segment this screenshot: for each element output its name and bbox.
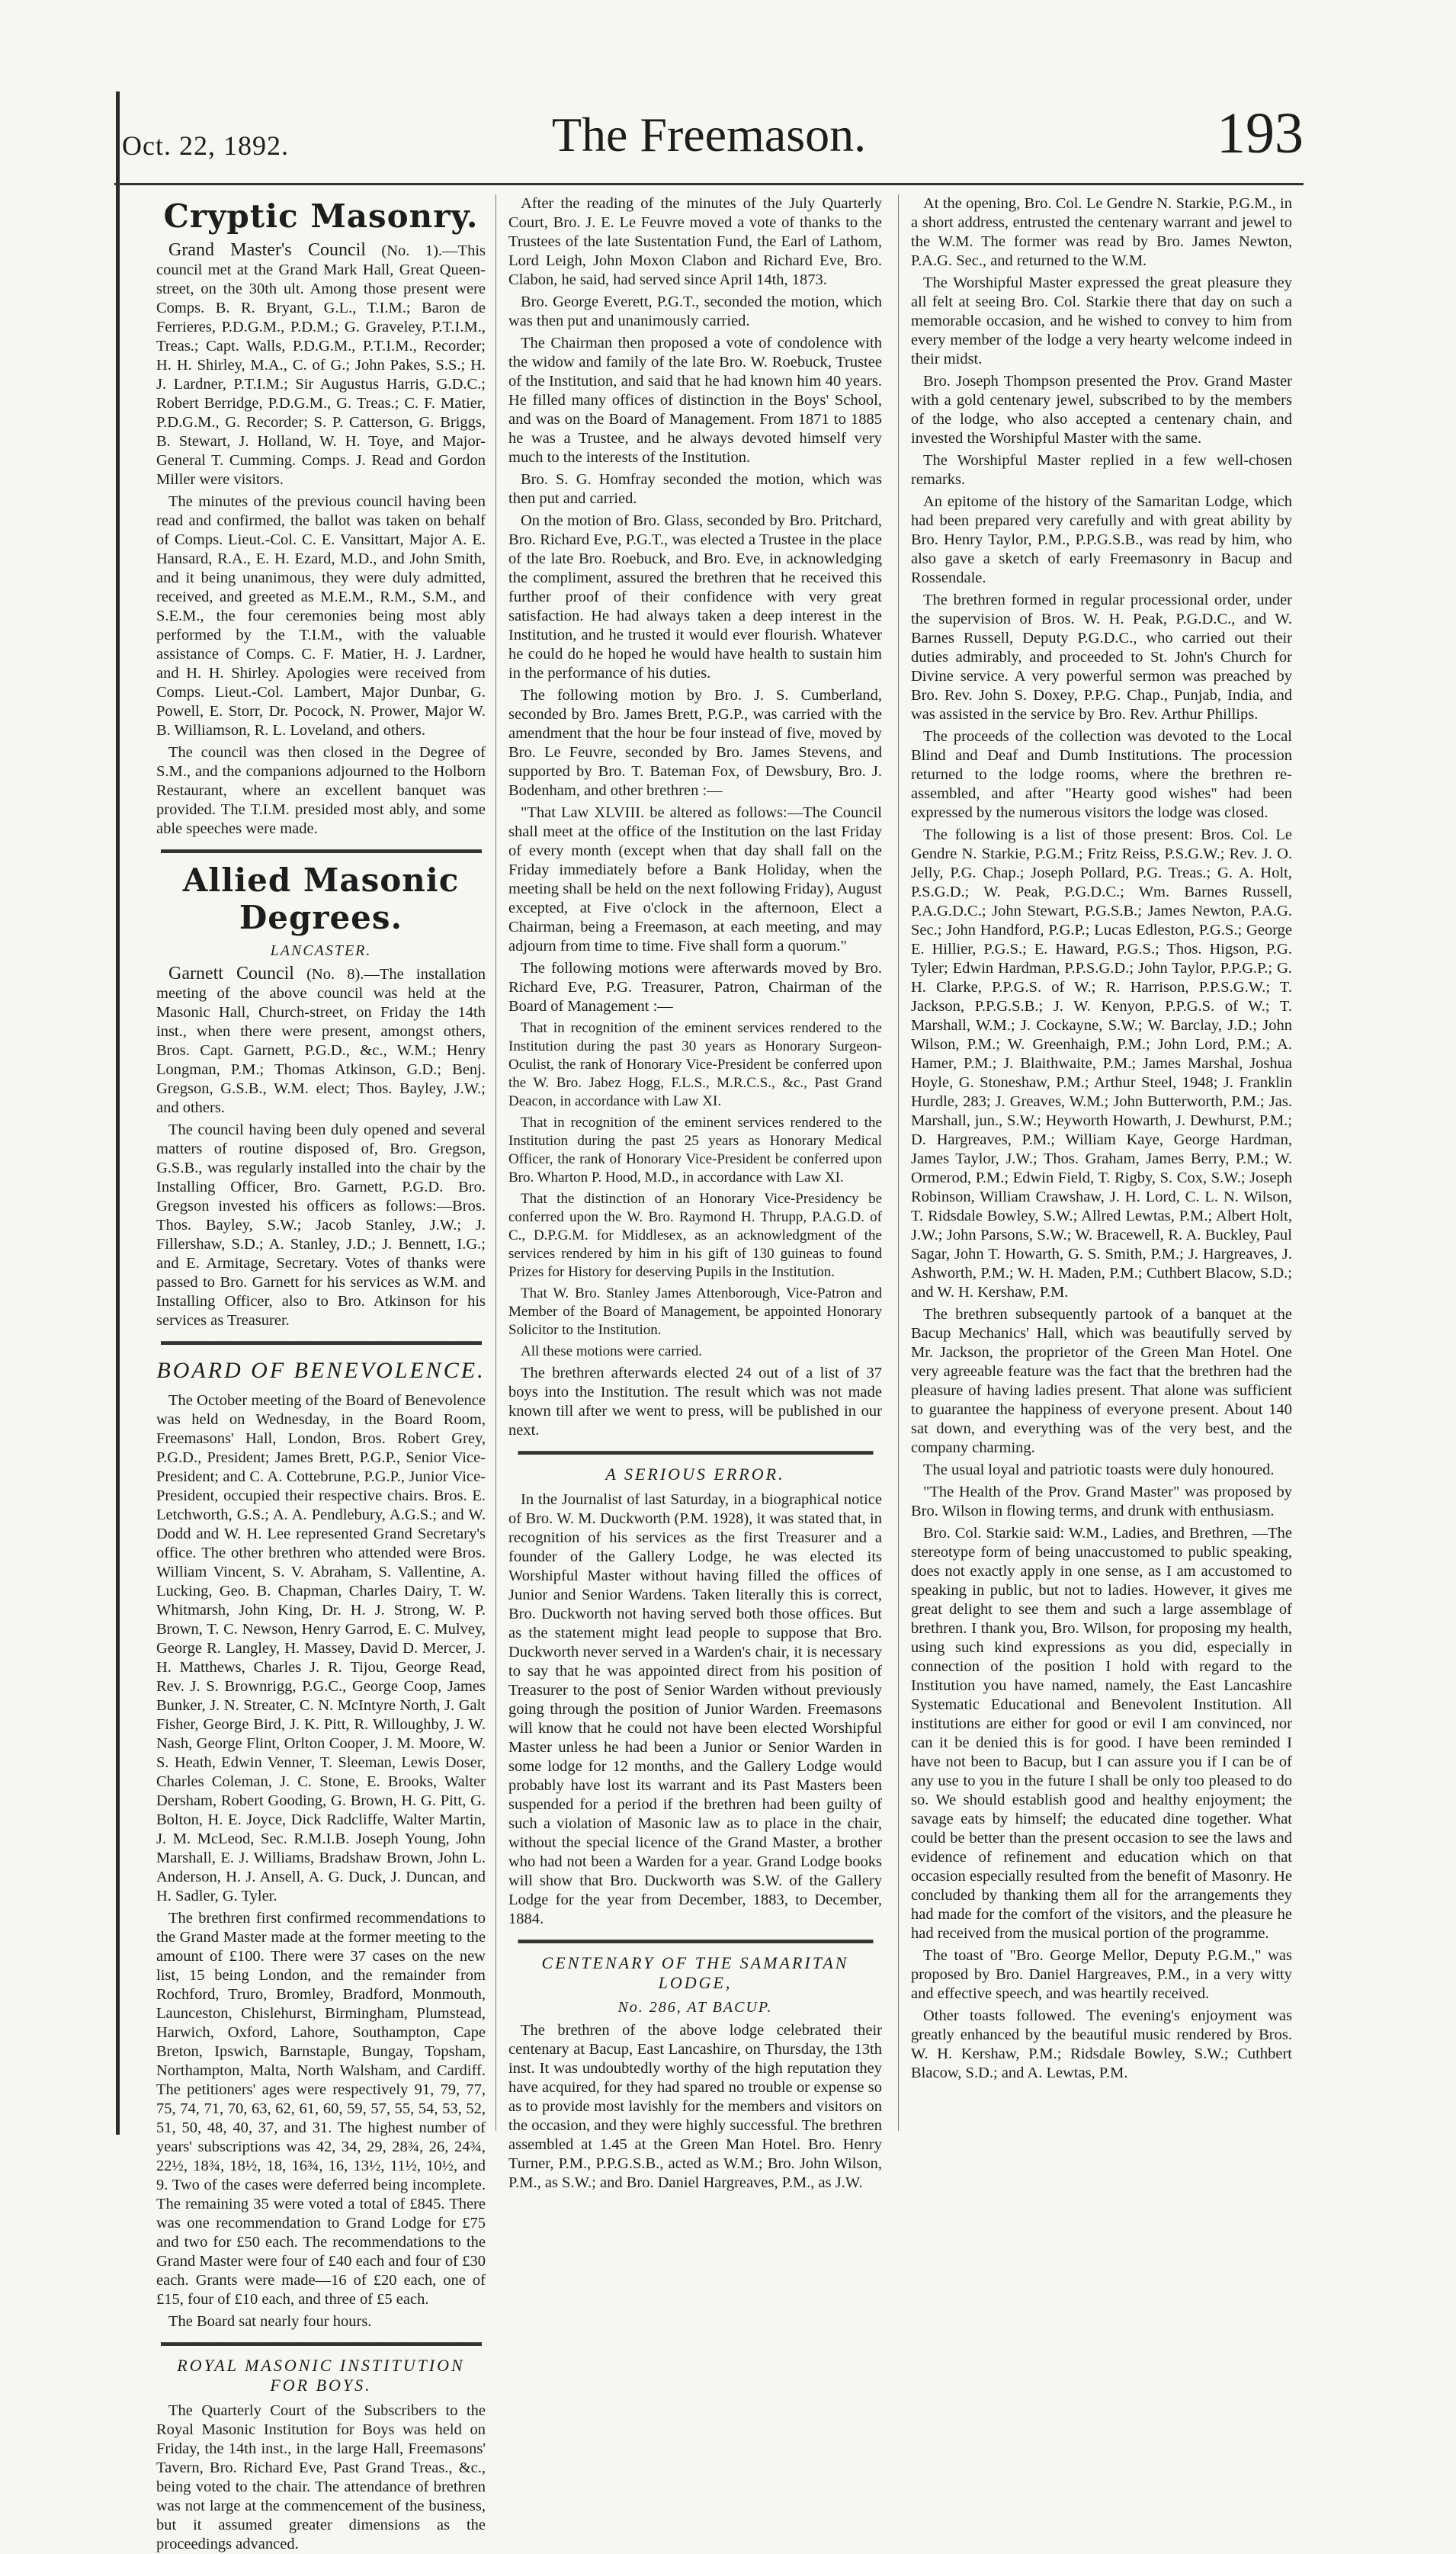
resolution: That in recognition of the eminent services rendered to the Institution during the past 25 years as Honorary Medical Officer, the rank of Honorary Vice-President be conferred upon Bro. Wharton P. Hood, M.D., in accordance with Law XI. [508, 1115, 882, 1186]
ornamental-rule: ▬▬▬▬▬▬▬▬▬▬▬▬▬▬▬▬▬▬▬▬▬▬▬▬▬▬▬▬ [161, 843, 481, 856]
paragraph: Bro. S. G. Homfray seconded the motion, which was then put and carried. [508, 471, 882, 507]
paragraph: The brethren first confirmed recommendations to the Grand Master made at the former meeting to the amount of £100. There were 37 cases on the new list, 15 being London, and the remainder from Rochford, Truro, Bromley, Bradford, Monmouth, Launceston, Chislehurst, Birmingham, Plumstead, Harwich, Oxford, Lahore, Southampton, Cape Breton, Ipswich, Barnstaple, Bungay, Topsham, Northampton, Malta, North Walsham, and Cardiff. The petitioners' ages were respectively 91, 79, 77, 75, 74, 71, 70, 63, 62, 61, 60, 59, 57, 55, 54, 53, 52, 51, 50, 48, 40, 37, and 31. The highest number of years' subscriptions was 42, 34, 29, 28¾, 26, 24¾, 22½, 18¾, 18½, 18, 16¾, 16, 13½, 11½, 10½, and 9. Two of the cases were deferred being incomplete. The remaining 35 were voted a total of £845. There was one recommendation to Grand Lodge for £75 and two for £50 each. The recommendations to the Grand Master were four of £40 each and four of £30 each. Grants were made—16 of £20 each, one of £15, four of £10 each, and three of £5 each. [156, 1910, 486, 2308]
paragraph: The following motions were afterwards moved by Bro. Richard Eve, P.G. Treasurer, Patron, Chairman of the Board of Management :— [508, 960, 882, 1015]
paragraph: The brethren of the above lodge celebrated their centenary at Bacup, East Lancashire, on Thursday, the 13th inst. It was undoubtedly worthy of the high reputation they have acquired, for they had spared no trouble or expense so as to provide most lavishly for the members and visitors on the occasion, and they were highly successful. The brethren assembled at 1.45 at the Green Man Hotel. Bro. Henry Turner, P.M., P.P.G.S.B., acted as W.M.; Bro. John Wilson, P.M., as S.W.; and Bro. Daniel Hargreaves, P.M., as J.W. [508, 2022, 882, 2191]
paragraph: On the motion of Bro. Glass, seconded by Bro. Pritchard, Bro. Richard Eve, P.G.T., was elected a Trustee in the place of the late Bro. Roebuck, and Bro. Eve, in acknowledging the compliment, assured the brethren that he received this further proof of their confidence with very great satisfaction. He had always taken a deep interest in the Institution, and he trusted it would ever flourish. Whatever he could do he hoped he would have health to sustain him in the performance of his duties. [508, 512, 882, 682]
resolution: That the distinction of an Honorary Vice-Presidency be conferred upon the W. Bro. Raymond H. Thrupp, P.A.G.D. of C., D.P.G.M. for Middlesex, as an acknowledgment of the services rendered by him in his gift of 130 guineas to found Prizes for History for deserving Pupils in the Institution. [508, 1191, 882, 1280]
masthead-rule [114, 183, 1304, 185]
paragraph: The October meeting of the Board of Benevolence was held on Wednesday, in the Board Room, Freemasons' Hall, London, Bros. Robert Grey, P.G.D., President; James Brett, P.G.P., Senior Vice-President; and C. A. Cottebrune, P.G.P., Junior Vice-President, occupied their respective chairs. Bros. E. Letchworth, G.S.; A. A. Pendlebury, A.G.S.; and W. Dodd and W. H. Lee represented Grand Secretary's office. The other brethren who attended were Bros. William Vincent, S. V. Abraham, S. Vallentine, A. Lucking, Geo. B. Chapman, Charles Dairy, T. W. Whitmarsh, John King, Dr. H. J. Strong, W. P. Brown, T. C. Newson, Henry Garrod, E. C. Mulvey, George R. Langley, H. Massey, David D. Mercer, J. H. Matthews, Charles J. R. Tijou, George Read, Rev. J. S. Brownrigg, P.G.C., George Coop, James Bunker, J. N. Streater, C. N. McIntyre North, J. Galt Fisher, George Bird, J. K. Pitt, R. Willoughby, J. W. Nash, George Flint, Orlton Cooper, J. M. Moore, W. S. Heath, Edwin Venner, T. Sleeman, Lewis Doser, Charles Coleman, J. C. Stone, E. Brooks, Walter Dersham, Robert Gooding, G. Brown, H. G. Pitt, G. Bolton, H. E. Joyce, Dick Radcliffe, Walter Martin, J. M. McLeod, Sec. R.M.I.B. Joseph Young, John Marshall, E. J. Williams, Bradshaw Brown, John L. Anderson, H. J. Ansell, A. G. Duck, J. Duncan, and H. Sadler, G. Tyler. [156, 1392, 486, 1904]
resolution: That W. Bro. Stanley James Attenborough, Vice-Patron and Member of the Board of Management, be appointed Honorary Solicitor to the Institution. [508, 1285, 882, 1338]
place-name: LANCASTER. [270, 942, 372, 959]
paragraph: The proceeds of the collection was devoted to the Local Blind and Deaf and Dumb Institutions. The procession returned to the lodge rooms, where the brethren re-assembled, and after "Hearty good wishes" had been expressed by the numerous visitors the lodge was closed. [911, 728, 1292, 821]
paragraph: The council was then closed in the Degree of S.M., and the companions adjourned to the Holborn Restaurant, where an excellent banquet was provided. The T.I.M. presided most ably, and some able speeches were made. [156, 744, 486, 837]
paragraph: The Quarterly Court of the Subscribers to the Royal Masonic Institution for Boys was held on Friday, the 14th inst., in the large Hall, Freemasons' Tavern, Bro. Richard Eve, Past Grand Treas., &c., being voted to the chair. The attendance of brethren was not large at the commencement of the business, but it assumed greater dimensions as the proceedings advanced. [156, 2402, 486, 2552]
column-2 [508, 194, 882, 2191]
section-heading-cryptic: Cryptic Masonry. [163, 197, 479, 235]
section-subheading-centenary: No. 286, AT BACUP. [617, 1999, 773, 2016]
section-heading-benevolence: BOARD OF BENEVOLENCE. [156, 1358, 486, 1383]
paragraph: After the reading of the minutes of the July Quarterly Court, Bro. J. E. Le Feuvre moved a vote of thanks to the Trustees of the late Sustentation Fund, the Earl of Lathom, Lord Leigh, John Moxon Clabon and Richard Eve, Bro. Clabon, he said, had served since April 14th, 1873. [508, 195, 882, 288]
column-separator [898, 194, 899, 2131]
paragraph: Grand Master's Council (No. 1).—This council met at the Grand Mark Hall, Great Queen-street, on the 30th ult. Among those present were Comps. B. R. Bryant, G.L., T.I.M.; Baron de Ferrieres, P.D.G.M., P.D.M.; G. Graveley, P.T.I.M., Treas.; Capt. Walls, P.D.G.M., P.T.I.M., Recorder; H. H. Shirley, M.A., C. of G.; John Pakes, S.S.; H. J. Lardner, P.T.I.M.; Sir Augustus Harris, G.D.C.; Robert Berridge, P.D.G.M., G. Treas.; C. F. Matier, P.D.G.M., G. Recorder; S. P. Catterson, G. Briggs, B. Stewart, J. Holland, W. H. Toye, and Major-General T. Cumming. Comps. J. Read and Gordon Miller were visitors. [156, 240, 486, 488]
issue-date: Oct. 22, 1892. [122, 130, 289, 161]
paragraph: The Worshipful Master expressed the great pleasure they all felt at seeing Bro. Col. Starkie there that day on such a memorable occasion, and he wished to convey to him from every member of the lodge a very hearty welcome indeed in their midst. [911, 274, 1292, 367]
paragraph: In the Journalist of last Saturday, in a biographical notice of Bro. W. M. Duckworth (P.M. 1928), it was stated that, in recognition of his services as the first Treasurer and a founder of the Gallery Lodge, he was elected its Worshipful Master without having filled the offices of Junior and Senior Wardens. Taken literally this is correct, Bro. Duckworth not having served both those offices. But as the statement might lead people to suppose that Bro. Duckworth never served in a Warden's chair, it is necessary to say that he was appointed direct from his position of Treasurer to the post of Senior Warden without previously going through the position of Junior Warden. Freemasons will know that he could not have been elected Worshipful Master unless he had been a Junior or Senior Warden in some lodge for 12 months, and the Gallery Lodge would probably have lost its warrant and its Past Masters been suspended for a period if the brethren had been guilty of such a violation of Masonic law as to place in the chair, without the special licence of the Grand Master, a brother who had not been a Warden for a year. Grand Lodge books will show that Bro. Duckworth was S.W. of the Gallery Lodge for the year from December, 1883, to December, 1884. [508, 1491, 882, 1927]
paragraph: The council having been duly opened and several matters of routine disposed of, Bro. Gregson, G.S.B., was regularly installed into the chair by the Installing Officer, Bro. Garnett, P.G.D. Bro. Gregson invested his officers as follows:—Bros. Thos. Bayley, S.W.; Jacob Stanley, J.W.; J. Fillershaw, S.D.; A. Stanley, J.D.; J. Bennett, I.G.; and E. Armitage, Secretary. Votes of thanks were passed to Bro. Garnett for his services as W.M. and Installing Officer, also to Bro. Atkinson for his services as Treasurer. [156, 1121, 486, 1329]
column-3 [911, 194, 1292, 2131]
section-heading-error: A SERIOUS ERROR. [605, 1465, 785, 1484]
paragraph: At the opening, Bro. Col. Le Gendre N. Starkie, P.G.M., in a short address, entrusted the centenary warrant and jewel to the W.M. The former was read by Bro. James Newton, P.A.G. Sec., and returned to the W.M. [911, 195, 1292, 269]
ornamental-rule: ▬▬▬▬▬▬▬▬▬▬▬▬▬▬▬▬▬▬▬▬▬▬▬▬▬▬▬▬▬▬▬ [518, 1933, 873, 1946]
speech: Bro. Col. Starkie said: W.M., Ladies, and Brethren, —The stereotype form of being unaccustomed to public speaking, does not exactly apply in one sense, as I am accustomed to speaking in public, but not to ladies. However, it gives me great delight to see them and such a large assemblage of brethren. I thank you, Bro. Wilson, for proposing my health, using such kind expressions as you did, especially in connection of the position I hold with regard to the Institution you have named, namely, the East Lancashire Systematic Educational and Benevolent Institution. All institutions are either for good or evil I am convinced, nor can it be denied this is for good. I have been reminded I have not been to Bacup, but I can assure you if I can be of any use to you in the future I shall be only too pleased to do so. We should establish good and healthy enjoyment; the savage eats by himself; the educated dine together. What could be better than the present occasion to see the laws and evidence of refinement and education which on that occasion especially resulted from the benefit of Masonry. He concluded by thanking them all for the arrangements they had made for the comfort of the visitors, and the pleasure he had received from the musical portion of the programme. [911, 1525, 1292, 1942]
resolution: That in recognition of the eminent services rendered to the Institution during the past 30 years as Honorary Surgeon-Oculist, the rank of Honorary Vice-President be conferred upon the W. Bro. Jabez Hogg, F.L.S., M.R.C.S., &c., Past Grand Deacon, in accordance with Law XI. [508, 1020, 882, 1109]
paragraph: The minutes of the previous council having been read and confirmed, the ballot was taken on behalf of Comps. Lieut.-Col. C. E. Vansittart, Major A. E. Hansard, R.A., E. H. Ezard, M.D., and John Smith, and it being unanimous, they were duly admitted, received, and greeted as M.E.M., R.M., S.M., and S.E.M., the four ceremonies being most ably performed by the T.I.M., with the valuable assistance of Comps. C. F. Matier, H. J. Lardner, and H. H. Shirley. Apologies were received from Comps. Lieut.-Col. Lambert, Major Dunbar, G. Powell, E. Storr, Dr. Pocock, N. Prower, Major W. B. Williamson, R. L. Loveland, and others. [156, 493, 486, 739]
ornamental-rule: ▬▬▬▬▬▬▬▬▬▬▬▬▬▬▬▬▬▬▬▬▬▬▬▬▬▬▬▬▬▬▬ [518, 1445, 873, 1458]
paragraph: The brethren afterwards elected 24 out of a list of 37 boys into the Institution. The result which was not made known till after we went to press, will be published in our next. [508, 1365, 882, 1439]
paragraph: The usual loyal and patriotic toasts were duly honoured. [923, 1461, 1275, 1478]
paragraph: The toast of "Bro. George Mellor, Deputy P.G.M.," was proposed by Bro. Daniel Hargreaves, P.M., in a very witty and effective speech, and was heartily received. [911, 1947, 1292, 2002]
paragraph: The Board sat nearly four hours. [168, 2313, 372, 2330]
paragraph: Other toasts followed. The evening's enjoyment was greatly enhanced by the beautiful music rendered by Bros. W. H. Kershaw, P.M.; Ridsdale Bowley, S.W.; Cuthbert Blacow, S.D.; and A. Lewtas, P.M. [911, 2007, 1292, 2081]
section-heading-royal-boys: ROYAL MASONIC INSTITUTION FOR BOYS. [177, 2356, 465, 2395]
paragraph: The brethren subsequently partook of a banquet at the Bacup Mechanics' Hall, which was beautifully served by Mr. Jackson, the proprietor of the Green Man Hotel. One very agreeable feature was the fact that the brethren had the pleasure of having ladies present. That alone was sufficient to guarantee the happiness of everyone present. About 140 sat down, and everything was of the very best, and the company charming. [911, 1306, 1292, 1456]
paragraph: Bro. George Everett, P.G.T., seconded the motion, which was then put and unanimously carried. [508, 294, 882, 329]
column-1 [156, 194, 486, 2552]
page-number: 193 [1217, 101, 1304, 165]
council-name: Garnett Council [168, 964, 294, 983]
quoted-law: "That Law XLVIII. be altered as follows:—The Council shall meet at the office of the Institution on the last Friday of every month (except when that day shall fall on the Friday immediately before a Bank Holiday, when the meeting shall be held on the next following Friday), August excepted, at Five o'clock in the afternoon, Elect a Chairman, being a Freemason, at each meeting, and may adjourn from time to time. Five shall form a quorum." [508, 804, 882, 955]
attendance-list: The following is a list of those present: Bros. Col. Le Gendre N. Starkie, P.G.M.; Fritz Reiss, P.S.G.W.; Rev. J. O. Jelly, P.G. Chap.; Joseph Pollard, P.G. Treas.; G. A. Holt, P.S.G.D.; W. Peak, P.G.D.C.; Wm. Barnes Russell, P.A.G.D.C.; John Stewart, P.G.S.B.; James Newton, P.A.G. Sec.; John Handford, P.G.P.; Lucas Edleston, P.G.S.; George E. Hillier, P.G.S.; E. Haward, P.G.S.; Thos. Higson, P.G. Tyler; Edwin Hardman, P.P.S.G.D.; John Taylor, P.P.G.P.; G. H. Clarke, P.P.G.S. of W.; R. Harrison, P.P.S.G.W.; T. Jackson, P.P.G.S.B.; J. W. Kenyon, P.P.G.S. of W.; T. Marshall, W.M.; J. Cockayne, S.W.; W. Barclay, J.D.; John Wilson, P.M.; W. Greenhaigh, P.M.; John Lord, P.M.; A. Hamer, P.M.; J. Blaithwaite, P.M.; James Marshal, Joshua Hoyle, G. Stoneshaw, P.M.; Arthur Steel, 1948; J. Franklin Hurdle, 283; J. Greaves, W.M.; John Butterworth, P.M.; Jas. Marshall, jun., S.W.; Heyworth Howarth, J. Dewhurst, P.M.; D. Hargreaves, P.M.; William Kaye, George Hardman, James Taylor, J.W.; Thos. Graham, James Berry, P.M.; W. Ormerod, P.M.; Edwin Field, T. Rigby, S. Cox, S.W.; Joseph Robinson, William Crawshaw, J. H. Lord, C. L. N. Wilson, T. Ridsdale Bowley, S.W.; Allred Lewtas, P.M.; Albert Holt, J.W.; John Parsons, S.W.; W. Bracewell, R. A. Buckley, Paul Sagar, John T. Howarth, G. S. Smith, P.M.; J. Hargreaves, J. Ashworth, P.M.; W. H. Maden, P.M.; Cuthbert Blacow, S.D.; and W. H. Kershaw, P.M. [911, 826, 1292, 1301]
column-separator [495, 194, 496, 2131]
paragraph: The Chairman then proposed a vote of condolence with the widow and family of the late Bro. W. Roebuck, Trustee of the Institution, and said that he had known him 40 years. He filled many offices of distinction in the Boys' School, and was on the Board of Management. From 1871 to 1885 he was a Trustee, and he always devoted himself very much to the interests of the Institution. [508, 335, 882, 466]
page-edge-bar [116, 91, 120, 2135]
paragraph: Bro. Joseph Thompson presented the Prov. Grand Master with a gold centenary jewel, subscribed to by the members of the lodge, who also accepted a centenary chain, and invested the Worshipful Master with the same. [911, 373, 1292, 447]
resolutions [508, 1019, 882, 1361]
paragraph: The Worshipful Master replied in a few well-chosen remarks. [911, 452, 1292, 488]
ornamental-rule: ▬▬▬▬▬▬▬▬▬▬▬▬▬▬▬▬▬▬▬▬▬▬▬▬▬▬▬▬ [161, 1335, 481, 1348]
resolution: All these motions were carried. [521, 1343, 702, 1359]
paragraph: "The Health of the Prov. Grand Master" was proposed by Bro. Wilson in flowing terms, and drunk with enthusiasm. [911, 1484, 1292, 1519]
paragraph: The following motion by Bro. J. S. Cumberland, seconded by Bro. James Brett, P.G.P., was carried with the amendment that the hour be four instead of five, moved by Bro. Le Feuvre, seconded by Bro. James Stevens, and supported by Bro. T. Bateman Fox, of Dewsbury, Bro. J. Bodenham, and other brethren :— [508, 687, 882, 799]
section-heading-allied: Allied Masonic Degrees. [182, 861, 460, 936]
ornamental-rule: ▬▬▬▬▬▬▬▬▬▬▬▬▬▬▬▬▬▬▬▬▬▬▬▬▬▬▬▬ [161, 2336, 481, 2349]
paragraph: An epitome of the history of the Samaritan Lodge, which had been prepared very carefully and with great ability by Bro. Henry Taylor, P.M., P.P.G.S.B., was read by him, who also gave a sketch of early Freemasonry in Bacup and Rossendale. [911, 493, 1292, 586]
paragraph: The brethren formed in regular processional order, under the supervision of Bros. W. H. Peak, P.G.D.C., and W. Barnes Russell, Deputy P.G.D.C., who carried out their duties admirably, and proceeded to St. John's Church for Divine service. A very powerful sermon was preached by Bro. Rev. John S. Doxey, P.P.G. Chap., Punjab, India, and was assisted in the service by Bro. Rev. Arthur Phillips. [911, 592, 1292, 723]
masthead [114, 101, 1304, 175]
council-name: Grand Master's Council [168, 240, 366, 260]
paragraph: Garnett Council (No. 8).—The installation meeting of the above council was held at the Masonic Hall, Church-street, on Friday the 14th inst., when there were present, amongst others, Bros. Capt. Garnett, P.G.D., &c., W.M.; Henry Longman, P.M.; Thomas Atkinson, G.D.; Benj. Gregson, G.S.B., W.M. elect; Thos. Bayley, J.W.; and others. [156, 964, 486, 1116]
newspaper-title: The Freemason. [551, 107, 867, 162]
section-heading-centenary: CENTENARY OF THE SAMARITAN LODGE, [541, 1953, 849, 1992]
